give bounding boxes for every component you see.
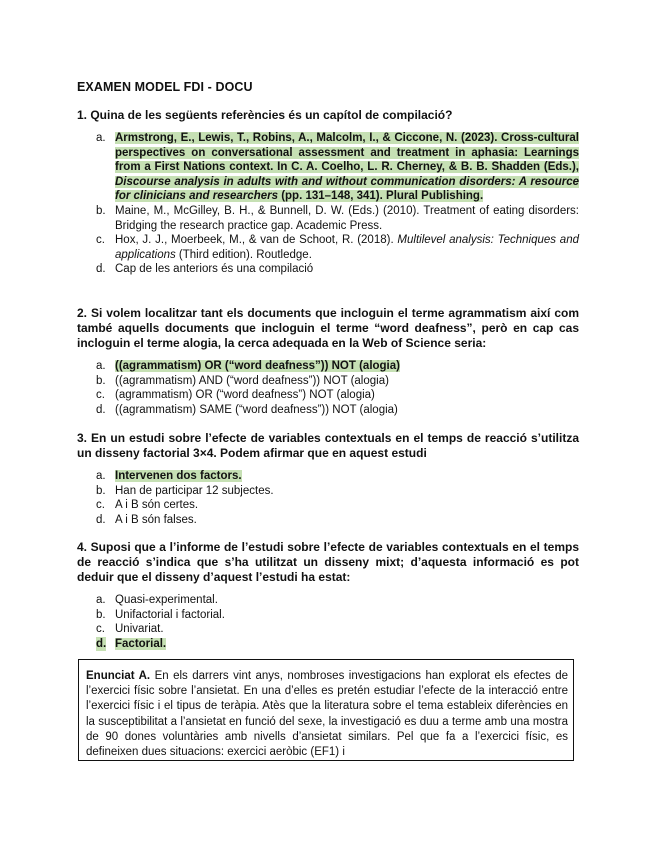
option-4b — [80, 608, 579, 623]
option-text: Cap de les anteriors és una compilació — [115, 263, 314, 276]
option-marker: c. — [96, 389, 105, 402]
option-1b — [80, 204, 579, 233]
option-text: A i B són falses. — [115, 513, 197, 526]
option-2c — [80, 388, 579, 403]
option-marker: a. — [96, 360, 106, 372]
option-text: Quasi-experimental. — [115, 594, 218, 606]
reference-title: Multilevel analysis: Techniques and applications — [115, 234, 579, 261]
option-text: Factorial. — [115, 637, 167, 650]
option-text: Intervenen dos factors. — [115, 470, 242, 482]
option-text: Unifactorial i factorial. — [115, 608, 225, 621]
option-2d — [80, 403, 579, 418]
option-marker: c. — [96, 234, 105, 247]
question-4-options — [80, 593, 579, 651]
option-4a — [80, 593, 579, 608]
option-marker: c. — [96, 623, 105, 636]
option-marker: c. — [96, 499, 105, 512]
option-marker: b. — [96, 484, 106, 497]
option-text: ((agrammatism) AND (“word deafness”)) NOT (alogia) — [115, 374, 389, 387]
statement-label: Enunciat A. — [86, 670, 151, 682]
option-1a — [80, 131, 579, 204]
option-3d — [80, 513, 579, 528]
option-text: Hox, J. J., Moerbeek, M., & van de Schoot, R. (2018). Multilevel analysis: Techniques and applications (Third edition). Routledge. — [115, 234, 579, 261]
option-text: Maine, M., McGilley, B. H., & Bunnell, D. W. (Eds.) (2010). Treatment of eating disorders: Bridging the research practice gap. Academic Press. — [115, 204, 579, 232]
option-marker: b. — [96, 608, 106, 621]
option-2b — [80, 374, 579, 389]
option-marker: a. — [96, 132, 106, 144]
option-3c — [80, 498, 579, 513]
option-3a — [80, 469, 579, 484]
option-text: Armstrong, E., Lewis, T., Robins, A., Malcolm, I., & Ciccone, N. (2023). Cross-cultural perspectives on conversational assessment and treatment in aphasia: Learnings from a First Nations context. In C. A. Coelho, L. R. Cherney, & B. B. Shadden (Eds.), Discourse analysis in adults with and without communication disorders: A resource for clinicians and researchers (pp. 131–148, 341). Plural Publishing. — [115, 132, 579, 203]
option-text: ((agrammatism) SAME (“word deafness”)) NOT (alogia) — [115, 403, 398, 416]
option-marker: a. — [96, 594, 106, 606]
option-2a — [80, 359, 579, 374]
question-1-options — [80, 131, 579, 277]
option-1c — [80, 233, 579, 262]
option-marker: b. — [96, 204, 106, 217]
option-4d — [80, 637, 579, 652]
option-1d — [80, 262, 579, 277]
option-marker: d. — [96, 637, 107, 650]
question-3-options — [80, 469, 579, 527]
option-marker: d. — [96, 403, 106, 416]
option-marker: b. — [96, 374, 106, 387]
document-title: EXAMEN MODEL FDI - DOCU — [77, 80, 253, 94]
question-2: 2. Si volem localitzar tant els documents que incloguin el terme agrammatism així com també aquells documents que incloguin el terme “word deafness”, però en cap cas incloguin el terme alogia, la cerca adequada en la Web of Science seria: — [77, 306, 579, 350]
question-3: 3. En un estudi sobre l’efecte de variables contextuals en el temps de reacció s’utilitza un disseny factorial 3×4. Podem afirmar que en aquest estudi — [77, 431, 579, 460]
reference-title: Discourse analysis in adults with and without communication disorders: A resource for clinicians and researchers — [115, 175, 579, 203]
option-text: (agrammatism) OR (“word deafness”) NOT (alogia) — [115, 389, 375, 402]
option-text: Univariat. — [115, 623, 164, 636]
option-text: ((agrammatism) OR (“word deafness”)) NOT (alogia) — [115, 360, 400, 372]
question-1: 1. Quina de les següents referències és un capítol de compilació? — [77, 108, 453, 122]
option-3b — [80, 484, 579, 499]
option-marker: a. — [96, 470, 106, 482]
option-marker: d. — [96, 263, 106, 276]
option-4c — [80, 622, 579, 637]
option-text: A i B són certes. — [115, 499, 199, 512]
question-4: 4. Suposi que a l’informe de l’estudi sobre l’efecte de variables contextuals en el temps de reacció s’indica que s’ha utilitzat un disseny mixt; d’aquesta informació es pot deduir que el disseny d’aquest l’estudi ha estat: — [77, 540, 579, 584]
question-2-options — [80, 359, 579, 417]
option-text: Han de participar 12 subjectes. — [115, 484, 274, 497]
statement-text: En els darrers vint anys, nombroses investigacions han explorat els efectes de l’exercici físic sobre l’ansietat. En una d’elles es pretén estudiar l’efecte de la interacció entre l’exercici físic i el tipus de teràpia. Atès que la literatura sobre el tema estableix diferències en la susceptibilitat a l’ansietat en funció del sexe, la investigació es duu a terme amb una mostra de 90 dones voluntàries amb nivells d’ansietat similars. Pel que fa a l’exercici físic, es defineixen dues situacions: exercici aeròbic (EF1) i — [86, 670, 568, 759]
option-marker: d. — [96, 513, 106, 526]
statement-box — [78, 659, 574, 761]
